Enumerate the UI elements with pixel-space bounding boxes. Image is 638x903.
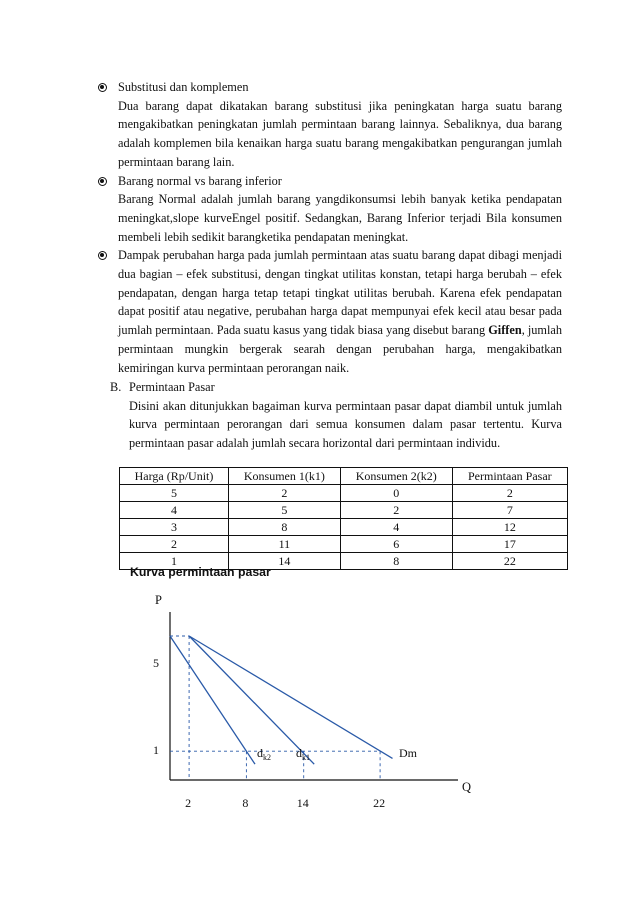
giffen-term: Giffen — [488, 323, 522, 338]
series-label: Dm — [399, 746, 417, 760]
x-tick-label: 22 — [373, 796, 386, 810]
col-header-konsumen1: Konsumen 1(k1) — [228, 468, 340, 485]
series-label: $d_{k1}$ — [296, 746, 310, 762]
chart-title: Kurva permintaan pasar — [130, 565, 271, 579]
y-tick-label: 5 — [153, 656, 159, 670]
x-axis-label: Q — [462, 780, 472, 794]
section-letter: B. — [110, 380, 122, 394]
table-cell: 11 — [228, 536, 340, 553]
y-axis-label: P — [155, 593, 162, 607]
demand-curve-k2 — [170, 636, 255, 764]
table-cell: 0 — [340, 485, 452, 502]
bullet-body: Dua barang dapat dikatakan barang substitusi jika peningkatan harga suatu barang mengakibatkan peningkatan jumlah permintaan barang lainnya. Sebaliknya, dua barang adalah komplemen bila kenaikan harga suatu barang mengakibatkan pengurangan jumlah permintaan barang lain. — [118, 98, 562, 169]
table-cell: 6 — [340, 536, 452, 553]
table-cell: 2 — [452, 485, 567, 502]
table-cell: 22 — [452, 553, 567, 570]
table-cell: 2 — [228, 485, 340, 502]
series-label: $d_{k2}$ — [257, 746, 271, 762]
bullet-body-part: Dampak perubahan harga pada jumlah permintaan atas suatu barang dapat dibagi menjadi dua bagian – efek substitusi, dengan tingkat utilitas konstan, tetapi harga berubah – efek pendapatan, dengan harga tetap tetapi tingkat utilitas berubah. Karena efek pendapatan dapat positif atau negative, perubahan harga dapat mempunyai efek kecil atau besar pada jumlah permintaan. Pada suatu kasus yang tidak biasa yang disebut barang — [118, 248, 562, 338]
col-header-permintaan-pasar: Permintaan Pasar — [452, 468, 567, 485]
table-cell: 2 — [120, 536, 229, 553]
bullet-title: Substitusi dan komplemen — [118, 80, 249, 94]
table-cell: 14 — [228, 553, 340, 570]
table-cell: 17 — [452, 536, 567, 553]
col-header-harga: Harga (Rp/Unit) — [120, 468, 229, 485]
table-cell: 4 — [120, 502, 229, 519]
table-cell: 12 — [452, 519, 567, 536]
x-tick-label: 8 — [242, 796, 249, 810]
table-cell: 4 — [340, 519, 452, 536]
bullet-title: Barang normal vs barang inferior — [118, 173, 282, 188]
x-tick-label: 14 — [296, 796, 309, 810]
x-tick-label: 2 — [185, 796, 192, 810]
table-cell: 1 — [120, 553, 229, 570]
table-cell: 5 — [120, 485, 229, 502]
table-cell: 5 — [228, 502, 340, 519]
table-cell: 2 — [340, 502, 452, 519]
section-title: Permintaan Pasar — [129, 380, 215, 394]
bullet-body: Barang Normal adalah jumlah barang yangdikonsumsi lebih banyak ketika pendapatan meningkat,slope kurveEngel positif. Sedangkan, Barang Inferior terjadi Bila konsumen membeli lebih sedikit barangketika pendapatan meningkat. — [118, 192, 562, 244]
table-cell: 8 — [340, 553, 452, 570]
section-paragraph: Disini akan ditunjukkan bagaiman kurva permintaan pasar dapat diambil untuk jumlah kurva permintaan perorangan dari semua konsumen dalam pasar tertentu. Kurva permintaan pasar adalah jumlah secara horizontal dari permintaan individu. — [129, 398, 562, 451]
table-cell: 7 — [452, 502, 567, 519]
table-cell: 8 — [228, 519, 340, 536]
y-tick-label: 1 — [153, 743, 159, 757]
table-cell: 3 — [120, 519, 229, 536]
col-header-konsumen2: Konsumen 2(k2) — [340, 468, 452, 485]
bullet-body-part: , jumlah permintaan mungkin bergerak searah dengan perubahan harga, mengakibatkan kemiringan kurva permintaan perorangan naik. — [118, 323, 562, 375]
